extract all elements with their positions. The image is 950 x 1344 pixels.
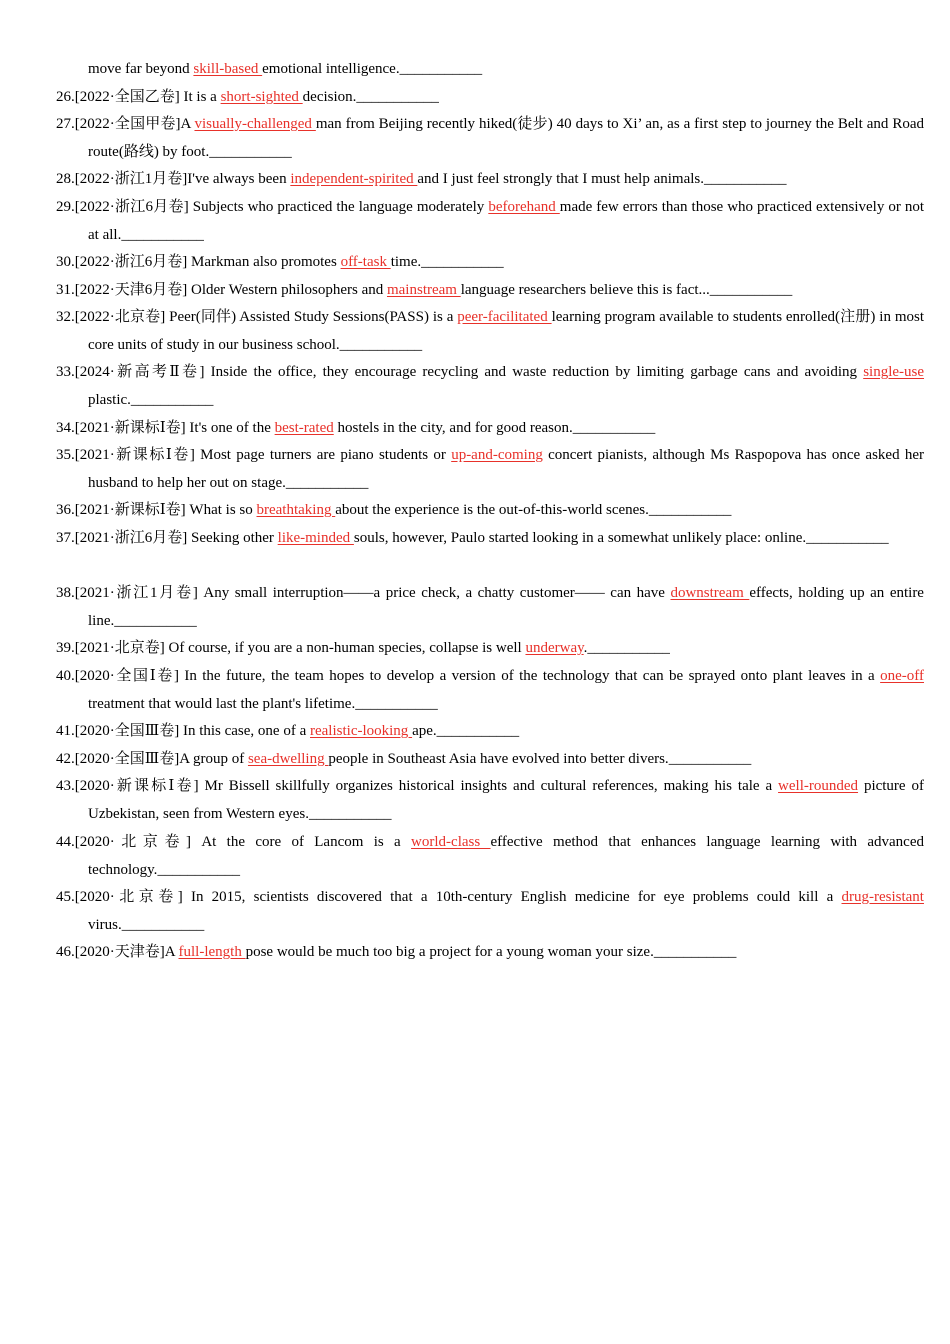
exercise-item-43 xyxy=(56,773,924,828)
exercise-item-35 xyxy=(56,442,924,497)
sentence-text: . xyxy=(583,640,588,656)
exercise-item-29 xyxy=(56,194,924,249)
item-number: 40. xyxy=(56,668,75,684)
exercise-item-36 xyxy=(56,497,924,525)
item-source: [2020·全国Ⅲ卷] xyxy=(74,751,180,767)
item-number: 43. xyxy=(56,778,75,794)
sentence-text: concert pianists, although Ms Raspopova has once asked her husband to help her out on stage. xyxy=(88,447,924,491)
highlighted-term: short-sighted xyxy=(220,89,303,105)
sentence-text: In 2015, scientists discovered that a 10th-century English medicine for eye problems could kill a xyxy=(182,889,842,905)
item-source: [2021·新课标Ⅰ卷] xyxy=(74,502,186,518)
item-source: [2021·北京卷] xyxy=(74,640,165,656)
sentence-text: emotional intelligence. xyxy=(262,61,400,77)
answer-blank: ___________ xyxy=(587,640,670,656)
highlighted-term: off-task xyxy=(340,254,391,270)
answer-blank: ___________ xyxy=(421,254,504,270)
sentence-text: effective method that enhances language learning with advanced technology. xyxy=(88,834,924,878)
sentence-text: Inside the office, they encourage recycling and waste reduction by limiting garbage cans and avoiding xyxy=(204,364,864,380)
sentence-text: At the core of Lancom is a xyxy=(191,834,412,850)
exercise-item-30 xyxy=(56,249,924,277)
sentence-text: decision. xyxy=(302,89,357,105)
item-number: 45. xyxy=(56,889,75,905)
sentence-text: time. xyxy=(390,254,422,270)
highlighted-term: downstream xyxy=(670,585,750,601)
highlighted-term: up-and-coming xyxy=(451,447,543,463)
sentence-text: virus. xyxy=(88,916,122,933)
item-source: [2020·北京卷] xyxy=(74,834,192,850)
item-number: 27. xyxy=(56,116,75,132)
sentence-text: and I just feel strongly that I must help animals. xyxy=(417,171,704,187)
highlighted-term: breathtaking xyxy=(256,502,336,518)
item-source: [2022·浙江6月卷] xyxy=(74,199,189,215)
sentence-text: souls, however, Paulo started looking in a somewhat unlikely place: online. xyxy=(353,530,807,546)
answer-blank: ___________ xyxy=(572,420,656,436)
exercise-item-44 xyxy=(56,829,924,884)
sentence-text: Any small interruption——a price check, a chatty customer—— can have xyxy=(197,585,671,601)
exercise-item-31 xyxy=(56,277,924,305)
answer-blank: ___________ xyxy=(157,861,240,878)
sentence-text: What is so xyxy=(185,502,257,518)
exercise-item-34 xyxy=(56,415,924,443)
item-number: 42. xyxy=(56,751,75,767)
item-number: 36. xyxy=(56,502,75,518)
answer-blank: ___________ xyxy=(356,89,439,105)
sentence-text: people in Southeast Asia have evolved into better divers. xyxy=(328,751,669,767)
highlighted-term: like-minded xyxy=(277,530,354,546)
answer-blank: ___________ xyxy=(806,530,889,546)
item-source: [2021·浙江6月卷] xyxy=(74,530,188,546)
item-source: [2020·天津卷] xyxy=(74,944,165,960)
sentence-text: It's one of the xyxy=(185,420,275,436)
item-source: [2022·天津6月卷] xyxy=(74,282,188,298)
sentence-text: Seeking other xyxy=(187,530,278,546)
exercise-item-42 xyxy=(56,746,924,774)
exercise-item-38 xyxy=(56,580,924,635)
item-number: 46. xyxy=(56,944,75,960)
item-number: 26. xyxy=(56,89,75,105)
item-number: 33. xyxy=(56,364,75,380)
item-source: [2022·全国甲卷] xyxy=(74,116,181,132)
sentence-text: man from Beijing recently hiked(徒步) 40 days to Xi’ an, as a first step to journey the Belt and Road route(路线) by foot. xyxy=(88,116,924,160)
item-source: [2022·全国乙卷] xyxy=(74,89,180,105)
exercise-item-32 xyxy=(56,304,924,359)
highlighted-term: best-rated xyxy=(274,420,334,436)
item-number: 28. xyxy=(56,171,75,187)
highlighted-term: peer-facilitated xyxy=(457,309,552,325)
item-number: 41. xyxy=(56,723,75,739)
highlighted-term: skill-based xyxy=(193,61,263,77)
answer-blank: ___________ xyxy=(648,502,732,518)
item-source: [2021·新课标Ⅰ卷] xyxy=(74,447,195,463)
highlighted-term: one-off xyxy=(880,668,924,684)
item-source: [2020·新课标Ⅰ卷] xyxy=(74,778,199,794)
answer-blank: ___________ xyxy=(285,474,369,491)
sentence-text: plastic. xyxy=(88,391,131,408)
answer-blank: ___________ xyxy=(209,143,292,160)
sentence-text: A xyxy=(164,944,179,960)
highlighted-term: beforehand xyxy=(488,199,560,215)
sentence-text: Peer(同伴) Assisted Study Sessions(PASS) is a xyxy=(165,309,458,325)
sentence-text: made few errors than those who practiced extensively or not at all. xyxy=(88,199,924,243)
exercise-item-37 xyxy=(56,525,924,553)
item-source: [2022·浙江1月卷] xyxy=(74,171,188,187)
answer-blank: ___________ xyxy=(339,336,423,353)
answer-blank: ___________ xyxy=(704,171,787,187)
highlighted-term: drug-resistant xyxy=(841,889,924,905)
sentence-text: ape. xyxy=(412,723,437,739)
highlighted-term: well-rounded xyxy=(778,778,859,794)
answer-blank: ___________ xyxy=(121,916,205,933)
sentence-text: A group of xyxy=(179,751,248,767)
item-number: 35. xyxy=(56,447,75,463)
sentence-text: effects, holding up an entire line. xyxy=(88,585,924,629)
exercise-item-26 xyxy=(56,84,924,112)
sentence-text: picture of Uzbekistan, seen from Western eyes. xyxy=(88,778,924,822)
exercise-item-41 xyxy=(56,718,924,746)
exercise-item-33 xyxy=(56,359,924,414)
item-source: [2024·新高考Ⅱ卷] xyxy=(74,364,205,380)
item-number: 31. xyxy=(56,282,75,298)
highlighted-term: sea-dwelling xyxy=(247,751,329,767)
highlighted-term: mainstream xyxy=(386,282,461,298)
exercise-item-45 xyxy=(56,884,924,939)
highlighted-term: world-class xyxy=(411,834,491,850)
sentence-text: In the future, the team hopes to develop a version of the technology that can be sprayed onto plant leaves in a xyxy=(178,668,881,684)
exercise-item-25-continuation xyxy=(56,56,924,84)
sentence-text: I've always been xyxy=(187,171,291,187)
item-source: [2020·北京卷] xyxy=(74,889,183,905)
item-source: [2022·浙江6月卷] xyxy=(74,254,188,270)
sentence-text: language researchers believe this is fact... xyxy=(460,282,710,298)
answer-blank: ___________ xyxy=(436,723,520,739)
sentence-text: A xyxy=(180,116,195,132)
exercise-item-40 xyxy=(56,663,924,718)
exercise-item-27 xyxy=(56,111,924,166)
highlighted-term: realistic-looking xyxy=(310,723,413,739)
answer-blank: ___________ xyxy=(668,751,752,767)
answer-blank: ___________ xyxy=(399,61,483,77)
item-number: 32. xyxy=(56,309,75,325)
sentence-text: Most page turners are piano students or xyxy=(194,447,452,463)
sentence-text: It is a xyxy=(179,89,221,105)
item-source: [2022·北京卷] xyxy=(74,309,166,325)
sentence-text: learning program available to students enrolled(注册) in most core units of study in our business school. xyxy=(88,309,925,353)
sentence-text: pose would be much too big a project for a young woman your size. xyxy=(245,944,654,960)
item-number: 29. xyxy=(56,199,75,215)
highlighted-term: visually-challenged xyxy=(194,116,316,132)
sentence-text: about the experience is the out-of-this-world scenes. xyxy=(335,502,649,518)
answer-blank: ___________ xyxy=(653,944,737,960)
answer-blank: ___________ xyxy=(121,226,204,243)
item-source: [2021·浙江1月卷] xyxy=(74,585,198,601)
answer-blank: ___________ xyxy=(114,612,197,629)
answer-blank: ___________ xyxy=(308,805,392,822)
item-source: [2020·全国Ⅲ卷] xyxy=(74,723,180,739)
item-number: 30. xyxy=(56,254,75,270)
item-number: 34. xyxy=(56,420,75,436)
sentence-text: hostels in the city, and for good reason. xyxy=(333,420,573,436)
highlighted-term: underway xyxy=(525,640,584,656)
answer-blank: ___________ xyxy=(130,391,214,408)
sentence-text: Subjects who practiced the language moderately xyxy=(188,199,489,215)
item-number: 39. xyxy=(56,640,75,656)
answer-blank: ___________ xyxy=(355,695,438,712)
sentence-text: Markman also promotes xyxy=(187,254,341,270)
item-number: 38. xyxy=(56,585,75,601)
item-number: 37. xyxy=(56,530,75,546)
exercise-item-39 xyxy=(56,635,924,663)
sentence-text: Of course, if you are a non-human species, collapse is well xyxy=(164,640,526,656)
sentence-text: Older Western philosophers and xyxy=(187,282,387,298)
item-number: 44. xyxy=(56,834,75,850)
sentence-text: Mr Bissell skillfully organizes historical insights and cultural references, making his tale a xyxy=(198,778,779,794)
exercise-item-28 xyxy=(56,166,924,194)
item-source: [2021·新课标Ⅰ卷] xyxy=(74,420,186,436)
highlighted-term: independent-spirited xyxy=(290,171,418,187)
answer-blank: ___________ xyxy=(709,282,793,298)
item-source: [2020·全国Ⅰ卷] xyxy=(74,668,179,684)
sentence-text: treatment that would last the plant's lifetime. xyxy=(88,695,356,712)
exercise-item-46 xyxy=(56,939,924,967)
sentence-text: move far beyond xyxy=(88,61,194,77)
sentence-text: In this case, one of a xyxy=(179,723,310,739)
highlighted-term: full-length xyxy=(178,944,246,960)
highlighted-term: single-use xyxy=(863,364,925,380)
